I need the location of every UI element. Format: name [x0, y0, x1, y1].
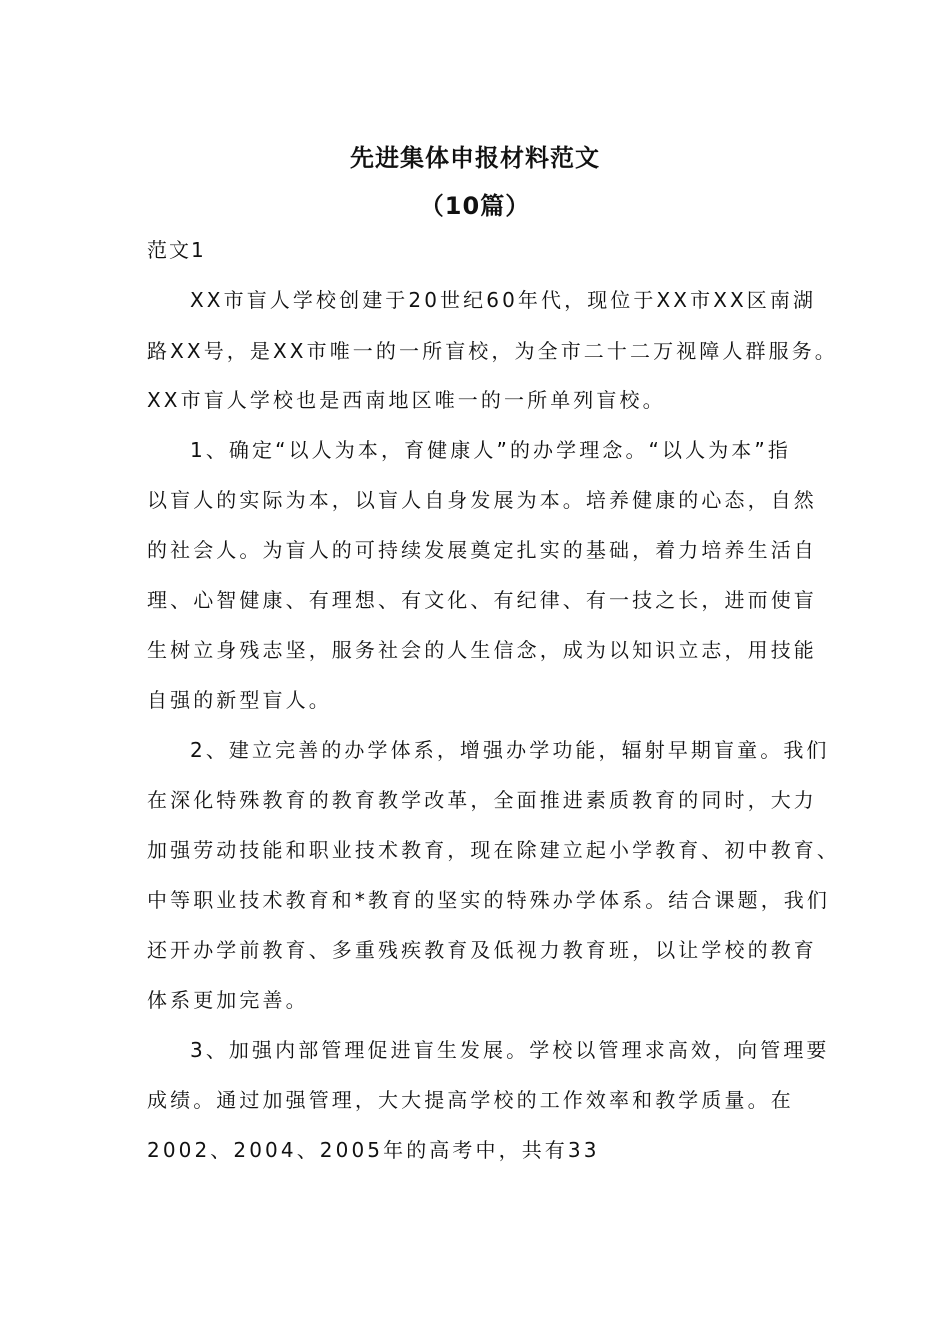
- document-title: 先进集体申报材料范文: [350, 144, 600, 172]
- paragraph-line: 以盲人的实际为本，以盲人自身发展为本。培养健康的心态，自然: [147, 488, 817, 512]
- paragraph-line: 成绩。通过加强管理，大大提高学校的工作效率和教学质量。在: [147, 1088, 794, 1112]
- paragraph-line: 在深化特殊教育的教育教学改革，全面推进素质教育的同时，大力: [147, 788, 817, 812]
- paragraph-line: 生树立身残志坚，服务社会的人生信念，成为以知识立志，用技能: [147, 638, 817, 662]
- paragraph-line: 的社会人。为盲人的可持续发展奠定扎实的基础，着力培养生活自: [147, 538, 817, 562]
- paragraph-line: 体系更加完善。: [147, 988, 309, 1012]
- paragraph-line: 1、确定“以人为本，育健康人”的办学理念。“以人为本”指: [190, 438, 791, 462]
- paragraph-line: XX市盲人学校也是西南地区唯一的一所单列盲校。: [147, 388, 666, 412]
- document-subtitle: （10篇）: [419, 192, 531, 220]
- paragraph-line: 路XX号，是XX市唯一的一所盲校，为全市二十二万视障人群服务。: [147, 339, 838, 363]
- paragraph-line: 中等职业技术教育和*教育的坚实的特殊办学体系。结合课题，我们: [147, 888, 830, 912]
- paragraph-line: 2002、2004、2005年的高考中，共有33: [147, 1138, 600, 1162]
- paragraph-line: 自强的新型盲人。: [147, 688, 332, 712]
- paragraph-line: XX市盲人学校创建于20世纪60年代，现位于XX市XX区南湖: [190, 288, 817, 312]
- paragraph-line: 加强劳动技能和职业技术教育，现在除建立起小学教育、初中教育、: [147, 838, 840, 862]
- section-label: 范文1: [147, 238, 206, 262]
- paragraph-line: 2、建立完善的办学体系，增强办学功能，辐射早期盲童。我们: [190, 738, 830, 762]
- paragraph-line: 理、心智健康、有理想、有文化、有纪律、有一技之长，进而使盲: [147, 588, 817, 612]
- paragraph-line: 还开办学前教育、多重残疾教育及低视力教育班，以让学校的教育: [147, 938, 817, 962]
- paragraph-line: 3、加强内部管理促进盲生发展。学校以管理求高效，向管理要: [190, 1038, 830, 1062]
